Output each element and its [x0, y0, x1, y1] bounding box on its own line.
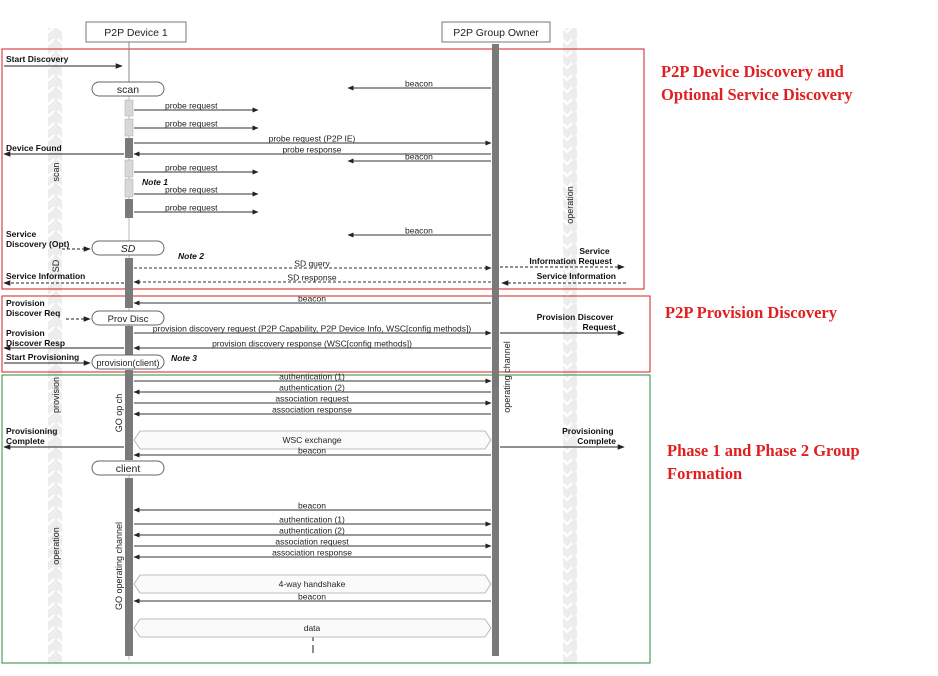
message-24: [134, 526, 491, 536]
message-label: authentication (1): [279, 514, 345, 525]
message-label: association request: [275, 393, 349, 404]
phase-title-group-formation: [667, 441, 864, 483]
message-label: provision discovery response (WSC[config methods]): [212, 338, 412, 349]
vertical-label-scan: scan: [51, 162, 61, 182]
phase-title-provision-line-1: P2P Provision Discovery: [665, 303, 838, 322]
message-2: [134, 101, 258, 111]
right-event-pc-line-2: Complete: [577, 436, 616, 446]
right-event-sir-line-1: Service: [579, 246, 610, 256]
message-7: [134, 163, 258, 173]
message-label: association request: [275, 536, 349, 547]
vertical-label-go-op-ch: GO op ch: [114, 393, 124, 433]
message-label: SD response: [287, 272, 337, 283]
message-label: beacon: [298, 591, 326, 602]
left-event-provisioning-complete-line-2: Complete: [6, 436, 45, 446]
left-event-provision-discover-resp-line-2: Discover Resp: [6, 338, 66, 348]
message-10: [348, 226, 491, 236]
message-label: authentication (1): [279, 371, 345, 382]
note-1: Note 1: [142, 177, 168, 187]
left-event-provision-discover-req-line-2: Discover Req: [6, 308, 61, 318]
message-label: beacon: [298, 445, 326, 456]
message-22: [134, 501, 491, 511]
message-label: beacon: [405, 78, 433, 89]
right-event-pc-line-1: Provisioning: [562, 426, 614, 436]
owner-header-label: P2P Group Owner: [453, 27, 539, 39]
note-2: Note 2: [178, 251, 204, 261]
message-label: 4-way handshake: [278, 579, 346, 589]
left-event-service-discovery-line-1: Service: [6, 229, 37, 239]
device-activation-sd: [125, 258, 133, 308]
phase-title-discovery-line-2: Optional Service Discovery: [661, 85, 853, 104]
state-label-scan: scan: [116, 84, 140, 96]
message-18: [134, 394, 491, 404]
left-event-service-discovery-line-2: Discovery (Opt): [6, 239, 70, 249]
device-activation-scan-2: [125, 119, 133, 136]
phase-title-group-formation-line-2: Formation: [667, 464, 743, 483]
left-event-service-information: Service Information: [6, 271, 86, 281]
message-label: data: [303, 623, 321, 633]
message-16: [134, 372, 491, 382]
message-label: authentication (2): [279, 525, 345, 536]
state-label-prov-disc: Prov Disc: [107, 314, 149, 325]
note-3: Note 3: [171, 353, 197, 363]
vertical-label-provision: provision: [51, 376, 61, 414]
message-label: provision discovery request (P2P Capability, P2P Device Info, WSC[config methods]): [152, 323, 472, 334]
device-activation-scan-3: [125, 160, 133, 177]
left-event-provision-discover-resp-line-1: Provision: [6, 328, 45, 338]
message-25: [134, 537, 491, 547]
device-activation-prov: [125, 326, 133, 356]
left-event-start-discovery: Start Discovery: [6, 54, 69, 64]
vertical-label-operating-channel: operating channel: [502, 341, 512, 413]
state-label-provision-client: provision(client): [96, 358, 160, 368]
right-lane-band: [563, 28, 577, 664]
message-23: [134, 515, 491, 525]
message-label: probe request: [165, 184, 218, 195]
message-3: [134, 119, 258, 129]
vertical-label-go-operating-channel: GO operating channel: [114, 521, 124, 611]
phase-title-discovery-line-1: P2P Device Discovery and: [661, 62, 844, 81]
message-label: probe request: [165, 100, 218, 111]
left-event-provision-discover-req-line-1: Provision: [6, 298, 45, 308]
phase-title-discovery: [661, 62, 853, 104]
left-event-device-found: Device Found: [6, 143, 62, 153]
message-1: [348, 79, 491, 89]
owner-activation-bar: [492, 44, 499, 656]
state-label-client: client: [115, 463, 141, 475]
device-activation-listen-1: [125, 138, 133, 158]
message-label: probe request: [165, 118, 218, 129]
message-label: association response: [272, 547, 352, 558]
message-label: beacon: [298, 293, 326, 304]
message-label: authentication (2): [279, 382, 345, 393]
message-label: probe request (P2P IE): [268, 133, 356, 144]
message-6: [348, 152, 491, 162]
phase-title-provision-discovery: [665, 303, 838, 322]
message-label: probe response: [282, 144, 342, 155]
message-13: [134, 294, 491, 304]
vertical-label-sd: SD: [51, 259, 61, 273]
state-label-sd: SD: [120, 243, 136, 255]
right-event-pdr-line-1: Provision Discover: [536, 312, 614, 322]
message-4: [134, 134, 491, 144]
device-activation-go-op-ch: [125, 370, 133, 460]
message-label: beacon: [298, 500, 326, 511]
device-activation-operation: [125, 478, 133, 656]
message-label: probe request: [165, 162, 218, 173]
vertical-label-operation-right: operation: [565, 186, 575, 224]
message-26: [134, 548, 491, 558]
right-event-sir-line-2: Information Request: [529, 256, 612, 266]
message-label: WSC exchange: [282, 435, 342, 445]
message-15: [134, 339, 491, 349]
message-label: association response: [272, 404, 352, 415]
device-activation-scan-1: [125, 100, 133, 116]
message-19: [134, 405, 491, 415]
message-label: beacon: [405, 225, 433, 236]
message-14: [134, 324, 491, 334]
message-12: [134, 273, 491, 283]
message-9: [134, 203, 258, 213]
message-27: [134, 575, 491, 593]
right-event-pdr-line-2: Request: [582, 322, 616, 332]
message-label: probe request: [165, 202, 218, 213]
device-activation-listen-2: [125, 199, 133, 218]
message-5: [134, 145, 491, 155]
device-header-label: P2P Device 1: [104, 27, 168, 39]
message-29: [134, 619, 491, 637]
left-event-start-provisioning: Start Provisioning: [6, 352, 80, 362]
vertical-label-operation-left: operation: [51, 527, 61, 565]
device-activation-scan-4: [125, 179, 133, 197]
message-label: beacon: [405, 151, 433, 162]
message-17: [134, 383, 491, 393]
left-event-provisioning-complete-line-1: Provisioning: [6, 426, 58, 436]
right-event-service-information: Service Information: [536, 271, 616, 281]
message-label: SD query: [294, 258, 330, 269]
phase-title-group-formation-line-1: Phase 1 and Phase 2 Group: [667, 441, 860, 460]
